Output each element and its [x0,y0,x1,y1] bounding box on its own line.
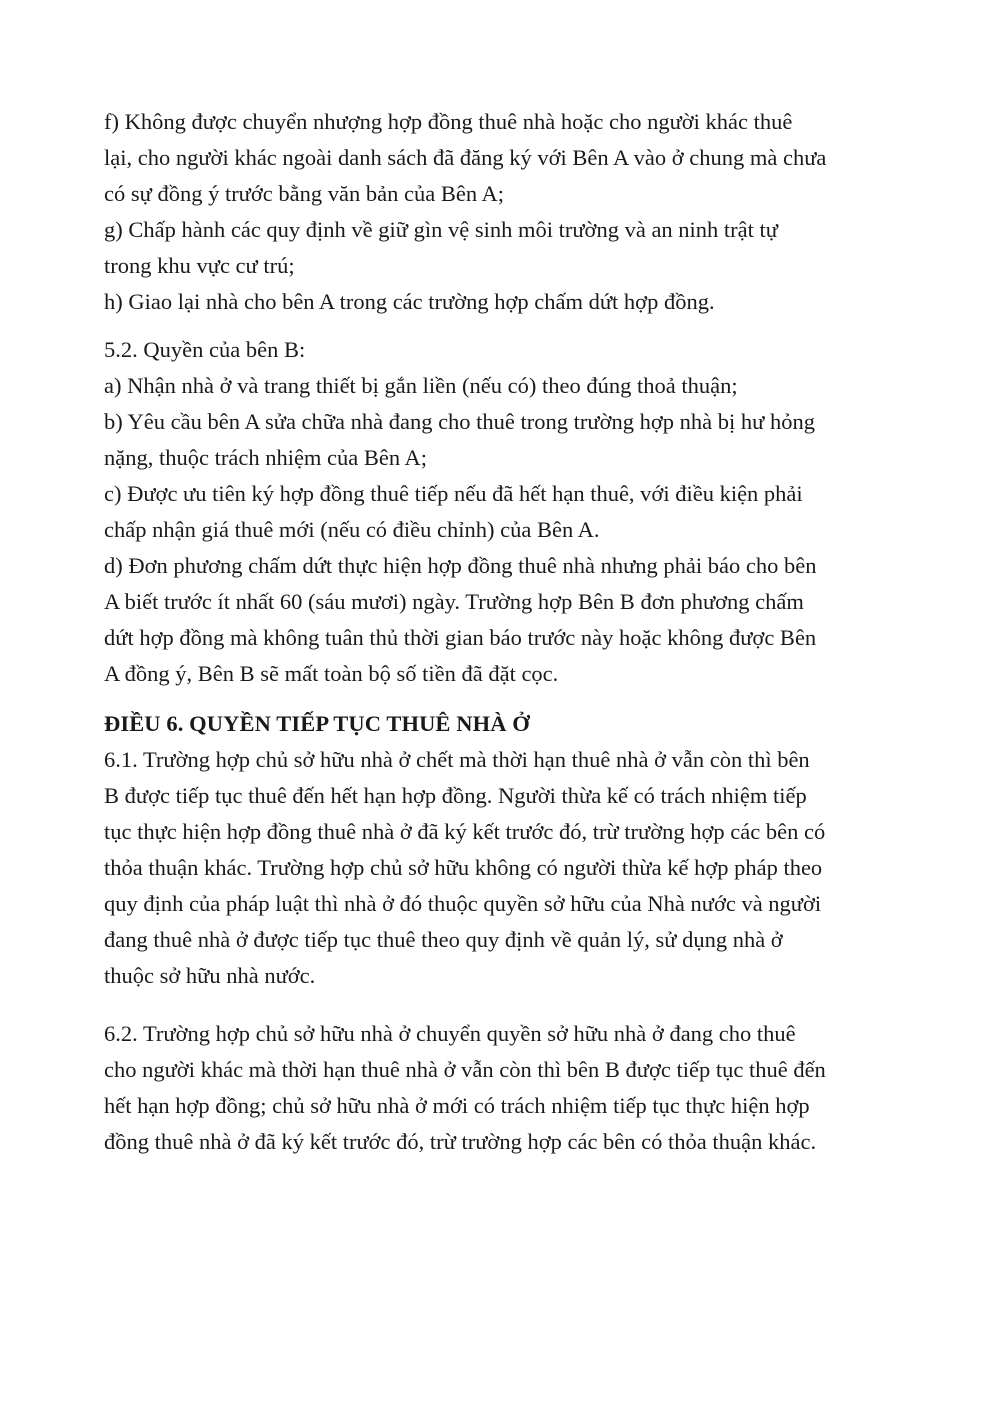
text-line: quy định của pháp luật thì nhà ở đó thuộc quyền sở hữu của Nhà nước và người [104,891,822,916]
text-line: d) Đơn phương chấm dứt thực hiện hợp đồng thuê nhà nhưng phải báo cho bên [104,553,817,578]
tenant-obligations-continued [104,104,904,320]
text-line: c) Được ưu tiên ký hợp đồng thuê tiếp nếu đã hết hạn thuê, với điều kiện phải [104,481,803,506]
text-line: g) Chấp hành các quy định về giữ gìn vệ sinh môi trường và an ninh trật tự [104,217,778,242]
text-line: thuộc sở hữu nhà nước. [104,963,316,988]
text-line: thỏa thuận khác. Trường hợp chủ sở hữu không có người thừa kế hợp pháp theo [104,855,823,880]
article-6-section [104,706,904,994]
text-line: đồng thuê nhà ở đã ký kết trước đó, trừ trường hợp các bên có thỏa thuận khác. [104,1129,817,1154]
text-line: tục thực hiện hợp đồng thuê nhà ở đã ký kết trước đó, trừ trường hợp các bên có [104,819,826,844]
text-line: dứt hợp đồng mà không tuân thủ thời gian báo trước này hoặc không được Bên [104,625,817,650]
text-line: 6.2. Trường hợp chủ sở hữu nhà ở chuyển quyền sở hữu nhà ở đang cho thuê [104,1021,796,1046]
text-line: có sự đồng ý trước bằng văn bản của Bên A; [104,181,504,206]
text-line: b) Yêu cầu bên A sửa chữa nhà đang cho thuê trong trường hợp nhà bị hư hỏng [104,409,815,434]
text-line: 6.1. Trường hợp chủ sở hữu nhà ở chết mà thời hạn thuê nhà ở vẫn còn thì bên [104,747,810,772]
text-line: đang thuê nhà ở được tiếp tục thuê theo quy định về quản lý, sử dụng nhà ở [104,927,783,952]
text-line: A đồng ý, Bên B sẽ mất toàn bộ số tiền đã đặt cọc. [104,661,559,686]
text-line: B được tiếp tục thuê đến hết hạn hợp đồng. Người thừa kế có trách nhiệm tiếp [104,783,807,808]
article-heading: ĐIỀU 6. QUYỀN TIẾP TỤC THUÊ NHÀ Ở [104,711,530,736]
text-line: A biết trước ít nhất 60 (sáu mươi) ngày. Trường hợp Bên B đơn phương chấm [104,589,804,614]
clause-6-2 [104,1016,904,1160]
tenant-rights-section [104,332,904,692]
text-line: a) Nhận nhà ở và trang thiết bị gắn liền (nếu có) theo đúng thoả thuận; [104,373,738,398]
text-line: nặng, thuộc trách nhiệm của Bên A; [104,445,428,470]
document-page [104,104,904,1160]
text-line: cho người khác mà thời hạn thuê nhà ở vẫn còn thì bên B được tiếp tục thuê đến [104,1057,826,1082]
text-line: f) Không được chuyển nhượng hợp đồng thuê nhà hoặc cho người khác thuê [104,109,793,134]
text-line: hết hạn hợp đồng; chủ sở hữu nhà ở mới có trách nhiệm tiếp tục thực hiện hợp [104,1093,810,1118]
text-line: chấp nhận giá thuê mới (nếu có điều chỉnh) của Bên A. [104,517,600,542]
section-title: 5.2. Quyền của bên B: [104,337,306,362]
text-line: h) Giao lại nhà cho bên A trong các trường hợp chấm dứt hợp đồng. [104,289,715,314]
text-line: lại, cho người khác ngoài danh sách đã đăng ký với Bên A vào ở chung mà chưa [104,145,827,170]
text-line: trong khu vực cư trú; [104,253,295,278]
